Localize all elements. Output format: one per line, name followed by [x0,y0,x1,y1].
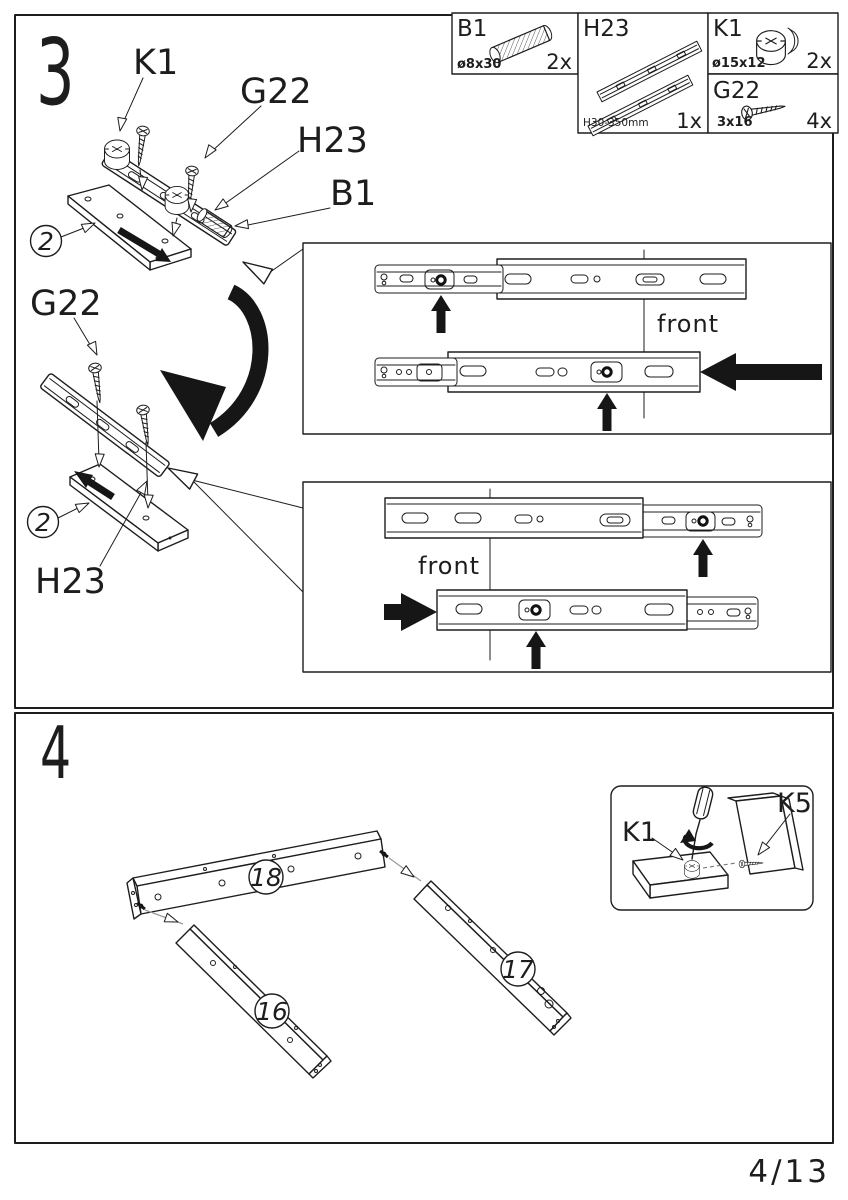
part-code: B1 [457,16,488,42]
panel-18 [127,831,385,919]
slide-rail-bottom [375,352,700,392]
label-g22-lower: G22 [30,284,102,324]
label-h23-lower: H23 [35,562,106,602]
step3-section [15,13,838,708]
part-code: H23 [583,16,630,42]
svg-text:2: 2 [38,227,54,256]
cam-lock-k1 [105,140,130,170]
panel-17 [414,881,571,1035]
part-qty: 4x [806,109,832,133]
part-size: H30-350mm [583,117,649,129]
flip-rotation-arrow [160,292,260,441]
inset-label-k5: K5 [777,788,812,819]
part-size: 3x16 [717,115,753,130]
inset-label-k1: K1 [622,817,657,848]
label-g22-upper: G22 [240,72,312,112]
label-h23-upper: H23 [297,121,368,161]
screw-g22 [132,125,149,166]
svg-text:4: 4 [40,711,72,796]
parts-box-cell-h23 [578,13,708,136]
cam-tightening-inset [611,786,813,910]
part-qty: 1x [676,109,702,133]
label-b1: B1 [330,174,377,214]
page-number: 4/13 [748,1154,830,1190]
part-code: K1 [713,16,743,42]
step4-number [40,711,71,795]
cam-lock-k1 [685,861,700,879]
front-label: front [657,310,720,338]
cam-lock-k1 [165,186,189,214]
badge-17 [501,952,535,986]
slide-rail-top [375,259,746,299]
panel-16 [176,925,331,1078]
label-k1: K1 [133,43,179,83]
part-size: ø8x30 [457,57,502,72]
part-qty: 2x [546,50,572,74]
svg-text:17: 17 [502,955,534,984]
parts-box-cell-g22 [708,74,838,133]
part-size: ø15x12 [712,56,766,71]
step3-number [36,20,75,126]
drawer-slide-rail [40,373,171,478]
panel-number-badge [28,507,59,538]
part-qty: 2x [806,49,832,73]
badge-18 [249,860,283,894]
panel-number-badge [31,226,62,257]
svg-text:18: 18 [250,863,282,892]
detail-callout-arrow [239,255,273,284]
step4-frame [15,713,833,1143]
svg-text:2: 2 [35,508,51,537]
step4-section [15,711,833,1143]
parts-box [452,13,838,136]
detail-view-lower [303,482,831,672]
parts-box-cell-k1 [708,13,838,74]
part-code: G22 [713,78,761,104]
parts-box-cell-b1 [452,13,578,74]
svg-text:3: 3 [36,20,75,127]
svg-text:16: 16 [256,997,288,1026]
screw-g22 [88,362,106,403]
badge-16 [255,994,289,1028]
detail-view-upper [303,243,831,434]
front-label: front [418,552,481,580]
